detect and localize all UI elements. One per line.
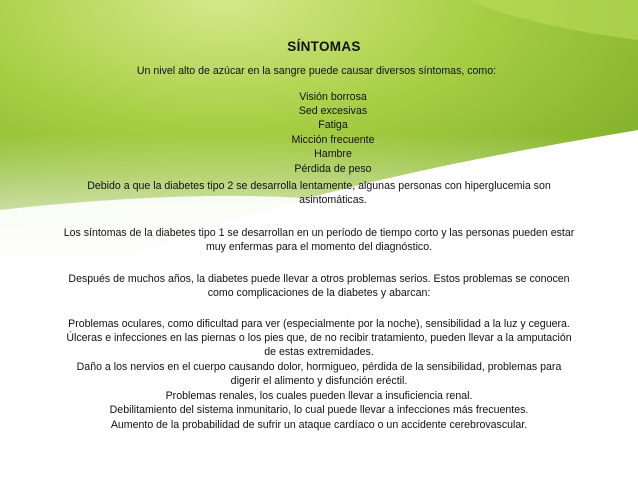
symptom-item: Micción frecuente <box>291 134 375 146</box>
symptom-item: Sed excesivas <box>298 105 368 117</box>
type2-paragraph-line2: asintomáticas. <box>299 194 367 206</box>
symptom-item: Pérdida de peso <box>294 163 372 175</box>
complication-item: Úlceras e infecciones en las piernas o los pies que, de no recibir tratamiento, pueden llevar a la amputación <box>66 332 572 344</box>
complication-item: digerir el alimento y disfunción eréctil. <box>230 375 408 387</box>
complication-item: de estas extremidades. <box>264 346 374 358</box>
complication-item: Debilitamiento del sistema inmunitario, lo cual puede llevar a infecciones más frecuentes. <box>109 404 529 416</box>
complications-intro-line2: como complicaciones de la diabetes y abarcan: <box>207 287 431 299</box>
type1-paragraph-line2: muy enfermas para el momento del diagnóstico. <box>205 241 433 253</box>
complication-item: Problemas renales, los cuales pueden llevar a insuficiencia renal. <box>165 390 473 402</box>
type1-paragraph-line1: Los síntomas de la diabetes tipo 1 se desarrollan en un período de tiempo corto y las personas pueden estar <box>63 227 575 239</box>
symptom-item: Visión borrosa <box>299 91 367 103</box>
complications-intro-line1: Después de muchos años, la diabetes puede llevar a otros problemas serios. Estos problemas se conocen <box>68 273 570 285</box>
intro-text: Un nivel alto de azúcar en la sangre puede causar diversos síntomas, como: <box>136 65 497 77</box>
complication-item: Problemas oculares, como dificultad para ver (especialmente por la noche), sensibilidad a la luz y ceguera. <box>68 318 570 330</box>
slide-title: SÍNTOMAS <box>287 39 361 54</box>
complication-item: Aumento de la probabilidad de sufrir un ataque cardíaco o un accidente cerebrovascular. <box>110 419 528 431</box>
symptom-item: Hambre <box>314 148 352 160</box>
complication-item: Daño a los nervios en el cuerpo causando dolor, hormigueo, pérdida de la sensibilidad, problemas para <box>76 361 562 373</box>
type2-paragraph-line1: Debido a que la diabetes tipo 2 se desarrolla lentamente, algunas personas con hiperglucemia son <box>87 180 551 192</box>
symptom-item: Fatiga <box>318 119 348 131</box>
